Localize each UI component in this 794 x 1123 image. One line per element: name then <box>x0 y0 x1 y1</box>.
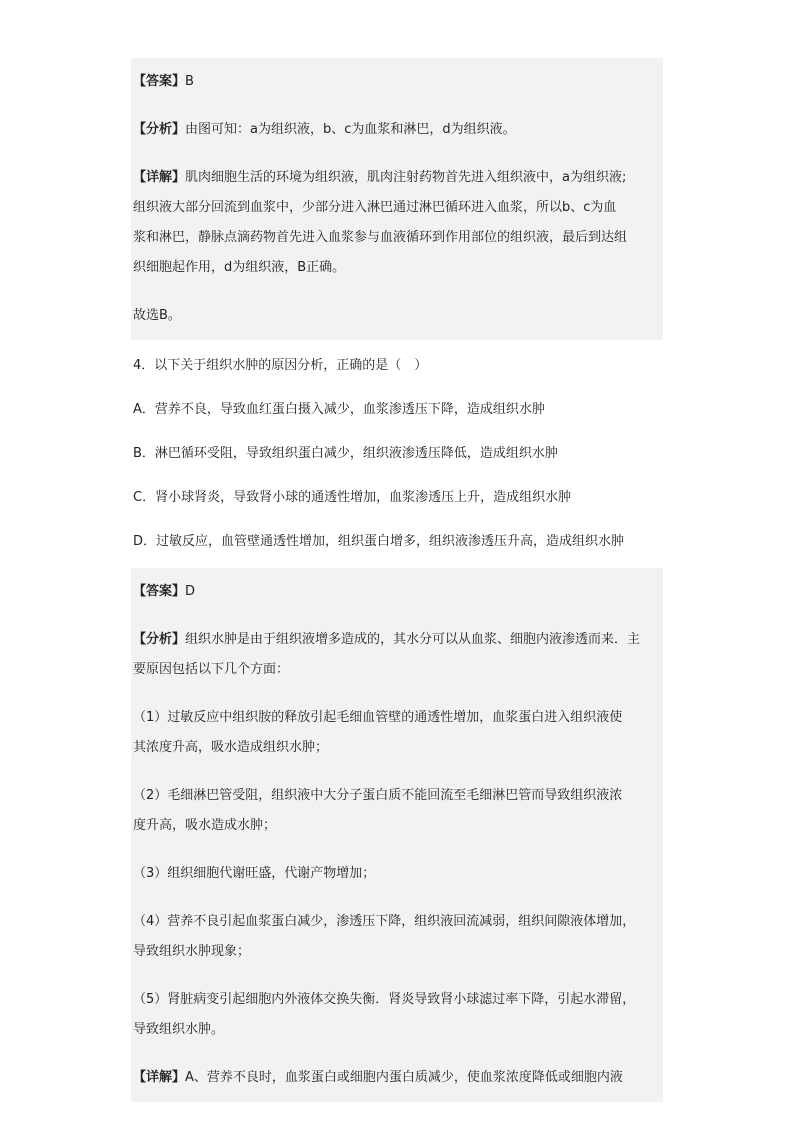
option-d: D．过敏反应，血管壁通透性增加，组织蛋白增多，组织液渗透压升高，造成组织水肿 <box>133 534 625 549</box>
solution-block-q4 <box>131 568 663 1102</box>
detail-text: 肌肉细胞生活的环境为组织液，肌肉注射药物首先进入组织液中，a为组织液; <box>185 170 627 185</box>
point-line: 导致组织水肿。 <box>133 1022 225 1037</box>
detail-line: 织细胞起作用，d为组织液，B正确。 <box>133 260 346 275</box>
analysis-text: 由图可知：a为组织液，b、c为血浆和淋巴，d为组织液。 <box>185 122 516 137</box>
analysis-label: 【分析】 <box>133 122 186 137</box>
answer-value: D <box>185 584 196 599</box>
answer-line <box>133 58 659 106</box>
point-5 <box>133 976 663 1054</box>
detail-line: 浆和淋巴，静脉点滴药物首先进入血浆参与血液循环到作用部位的组织液，最后到达组 <box>133 230 628 245</box>
point-line: （4）营养不良引起血浆蛋白减少，渗透压下降，组织液回流减弱，组织间隙液体增加， <box>133 914 636 929</box>
question-stem: 4．以下关于组织水肿的原因分析，正确的是（ ） <box>133 358 428 373</box>
point-line: （5）肾脏病变引起细胞内外液体交换失衡．肾炎导致肾小球滤过率下降，引起水滞留， <box>133 992 636 1007</box>
question-4 <box>131 344 663 564</box>
option-b: B．淋巴循环受阻，导致组织蛋白减少，组织液渗透压降低，造成组织水肿 <box>133 446 558 461</box>
point-2 <box>133 772 663 850</box>
analysis-paragraph <box>133 616 663 694</box>
point-line: （2）毛细淋巴管受阻，组织液中大分子蛋白质不能回流至毛细淋巴管而导致组织液浓 <box>133 788 623 803</box>
analysis-text: 组织水肿是由于组织液增多造成的，其水分可以从血浆、细胞内液渗透而来．主 <box>185 632 641 647</box>
detail-text: A、营养不良时，血浆蛋白或细胞内蛋白质减少，使血浆浓度降低或细胞内液 <box>185 1070 623 1085</box>
answer-label: 【答案】 <box>133 584 186 599</box>
detail-label: 【详解】 <box>133 1070 186 1085</box>
document-page <box>131 58 663 1102</box>
answer-value: B <box>185 74 194 89</box>
analysis-line: 要原因包括以下几个方面： <box>133 662 290 677</box>
point-line: 导致组织水肿现象； <box>133 944 251 959</box>
solution-block-q3 <box>131 58 663 340</box>
analysis-line <box>133 625 663 655</box>
option-a: A．营养不良，导致血红蛋白摄入减少，血浆渗透压下降，造成组织水肿 <box>133 402 545 417</box>
detail-label: 【详解】 <box>133 170 186 185</box>
answer-line <box>133 568 663 616</box>
conclusion-line: 故选B。 <box>133 308 181 323</box>
point-line: （1）过敏反应中组织胺的释放引起毛细血管壁的通透性增加，血浆蛋白进入组织液使 <box>133 710 623 725</box>
point-4 <box>133 898 663 976</box>
point-3 <box>133 850 663 898</box>
point-line: （3）组织细胞代谢旺盛，代谢产物增加； <box>133 866 376 881</box>
point-1 <box>133 694 663 772</box>
point-line: 度升高，吸水造成水肿； <box>133 818 277 833</box>
analysis-line <box>133 106 659 154</box>
detail-paragraph <box>133 154 659 292</box>
point-line: 其浓度升高，吸水造成组织水肿； <box>133 740 329 755</box>
detail-line <box>133 163 659 193</box>
answer-label: 【答案】 <box>133 74 186 89</box>
detail-line: 组织液大部分回流到血浆中，少部分进入淋巴通过淋巴循环进入血浆，所以b、c为血 <box>133 200 617 215</box>
analysis-label: 【分析】 <box>133 632 186 647</box>
detail-line <box>133 1054 663 1102</box>
option-c: C．肾小球肾炎，导致肾小球的通透性增加，血浆渗透压上升，造成组织水肿 <box>133 490 572 505</box>
